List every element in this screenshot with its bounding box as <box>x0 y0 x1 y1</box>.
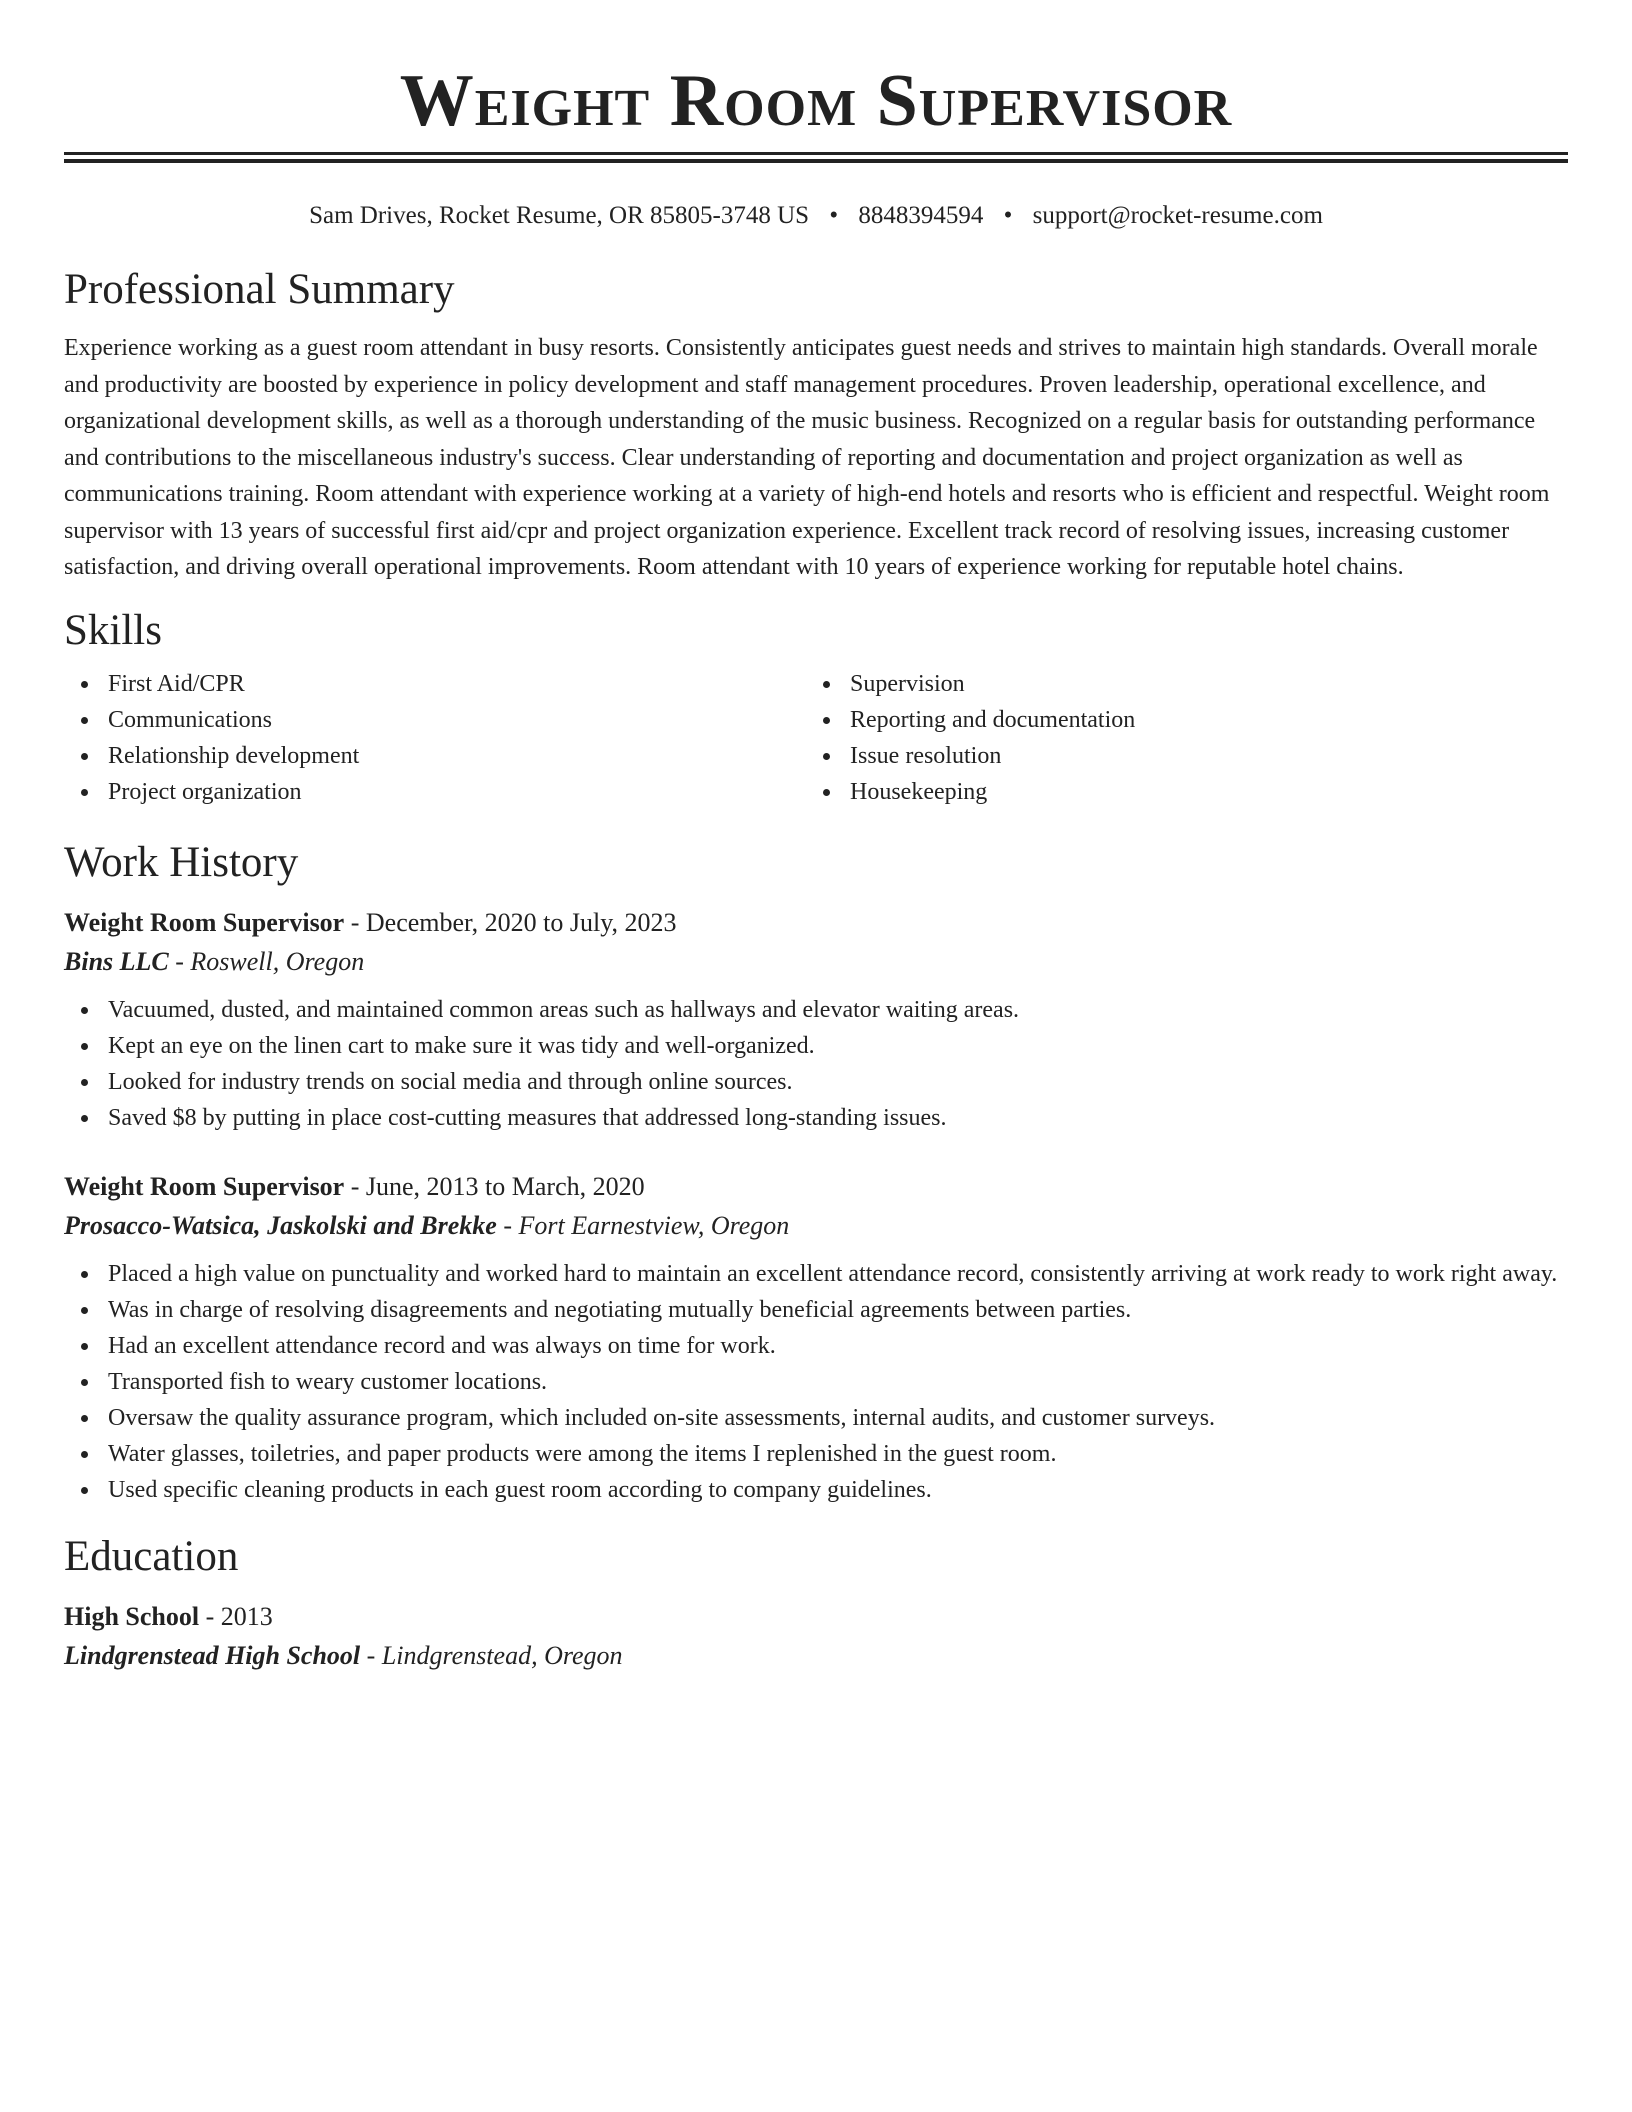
skill-item: Communications <box>64 702 806 738</box>
contact-line <box>64 199 1568 233</box>
education-degree: High School <box>64 1601 200 1631</box>
skills-section <box>64 604 1568 810</box>
job-role: Weight Room Supervisor <box>64 907 345 937</box>
job-location: - Roswell, Oregon <box>168 946 365 976</box>
contact-separator: • <box>829 202 839 229</box>
job-company-line <box>64 1206 1568 1246</box>
job-entry <box>64 1168 1568 1508</box>
job-entry <box>64 904 1568 1136</box>
duty-item: Oversaw the quality assurance program, which included on-site assessments, internal audits, and customer surveys. <box>64 1400 1568 1436</box>
skill-item: Reporting and documentation <box>806 702 1548 738</box>
summary-text: Experience working as a guest room attendant in busy resorts. Consistently anticipates guest needs and strives to maintain high standards. Overall morale and productivity are boosted by experience in policy development and staff management procedures. Proven leadership, operational excellence, and organizational development skills, as well as a thorough understanding of the music business. Recognized on a regular basis for outstanding performance and contributions to the miscellaneous industry's success. Clear understanding of reporting and documentation and project organization as well as communications training. Room attendant with experience working at a variety of high-end hotels and resorts who is efficient and respectful. Weight room supervisor with 13 years of successful first aid/cpr and project organization experience. Excellent track record of resolving issues, increasing customer satisfaction, and driving overall operational improvements. Room attendant with 10 years of experience working for reputable hotel chains. <box>64 335 1550 580</box>
job-dates: - December, 2020 to July, 2023 <box>344 907 677 937</box>
contact-separator: • <box>1003 202 1013 229</box>
skill-item: First Aid/CPR <box>64 666 806 702</box>
contact-address: Sam Drives, Rocket Resume, OR 85805-3748 US <box>309 202 810 229</box>
duty-item: Had an excellent attendance record and was always on time for work. <box>64 1328 1568 1364</box>
work-history-section <box>64 836 1568 1508</box>
job-title-line <box>64 1168 1568 1206</box>
job-role: Weight Room Supervisor <box>64 1171 345 1201</box>
education-school-line <box>64 1636 1568 1676</box>
summary-heading: Professional Summary <box>64 266 455 313</box>
duty-item: Saved $8 by putting in place cost-cutting measures that addressed long-standing issues. <box>64 1100 1568 1136</box>
job-dates: - June, 2013 to March, 2020 <box>344 1171 645 1201</box>
duty-item: Was in charge of resolving disagreements and negotiating mutually beneficial agreements between parties. <box>64 1292 1568 1328</box>
job-company-line <box>64 942 1568 982</box>
skill-item: Issue resolution <box>806 738 1548 774</box>
summary-section <box>64 263 1568 586</box>
job-company: Bins LLC <box>64 946 169 976</box>
duty-item: Kept an eye on the linen cart to make sure it was tidy and well-organized. <box>64 1028 1568 1064</box>
skills-list-left <box>64 666 806 810</box>
education-degree-line <box>64 1598 1568 1636</box>
education-section <box>64 1530 1568 1676</box>
resume-title: Weight Room Supervisor <box>399 60 1233 142</box>
education-year: - 2013 <box>199 1601 273 1631</box>
job-location: - Fort Earnestview, Oregon <box>496 1210 790 1240</box>
duty-item: Used specific cleaning products in each guest room according to company guidelines. <box>64 1472 1568 1508</box>
education-school: Lindgrenstead High School <box>64 1640 361 1670</box>
contact-email: support@rocket-resume.com <box>1032 202 1323 229</box>
work-history-heading: Work History <box>64 838 299 886</box>
job-company: Prosacco-Watsica, Jaskolski and Brekke <box>64 1210 497 1240</box>
duty-item: Placed a high value on punctuality and worked hard to maintain an excellent attendance record, consistently arriving at work ready to work right away. <box>64 1256 1568 1292</box>
skill-item: Housekeeping <box>806 774 1548 810</box>
duty-item: Water glasses, toiletries, and paper products were among the items I replenished in the guest room. <box>64 1436 1568 1472</box>
skill-item: Project organization <box>64 774 806 810</box>
skills-list-right <box>806 666 1548 810</box>
job-duties <box>64 992 1568 1136</box>
skill-item: Supervision <box>806 666 1548 702</box>
education-location: - Lindgrenstead, Oregon <box>360 1640 623 1670</box>
job-title-line <box>64 904 1568 942</box>
contact-phone: 8848394594 <box>858 202 984 229</box>
skills-columns <box>64 666 1568 810</box>
duty-item: Looked for industry trends on social media and through online sources. <box>64 1064 1568 1100</box>
skills-heading: Skills <box>64 606 162 654</box>
duty-item: Transported fish to weary customer locations. <box>64 1364 1568 1400</box>
skill-item: Relationship development <box>64 738 806 774</box>
title-divider <box>64 152 1568 163</box>
duty-item: Vacuumed, dusted, and maintained common areas such as hallways and elevator waiting areas. <box>64 992 1568 1028</box>
education-heading: Education <box>64 1532 239 1580</box>
job-duties <box>64 1256 1568 1508</box>
